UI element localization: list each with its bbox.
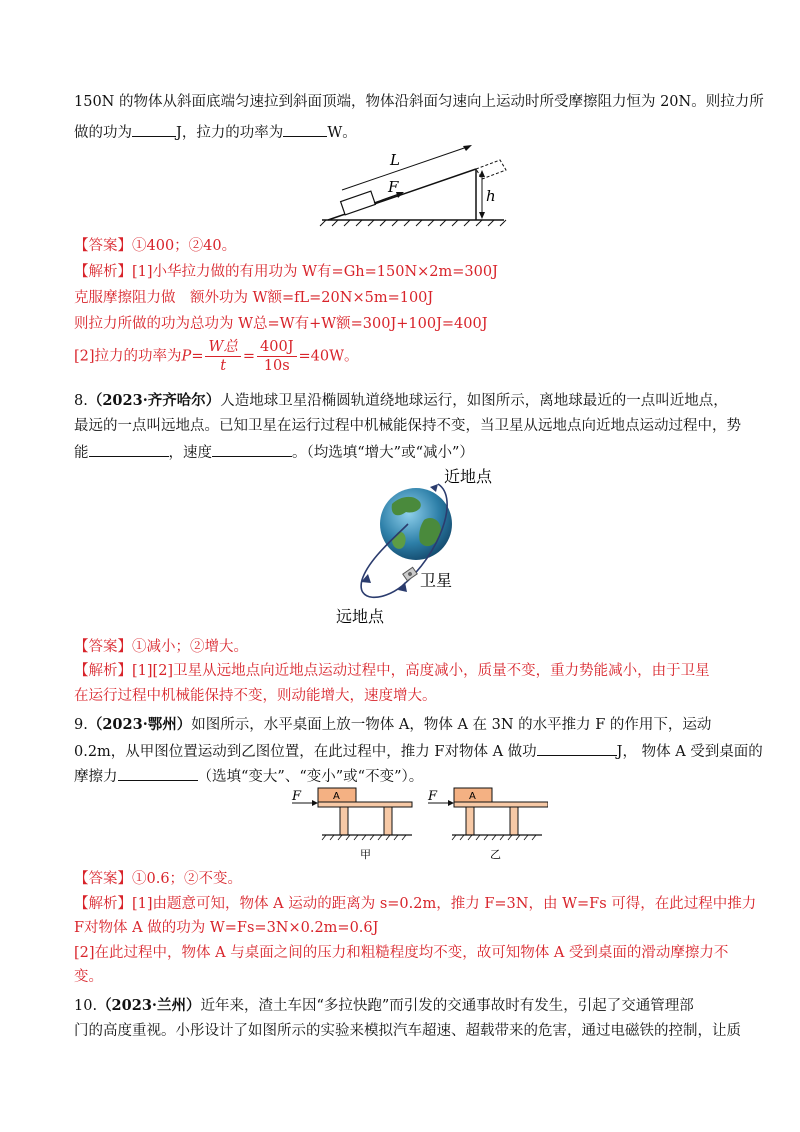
label-jia: 甲 xyxy=(360,848,371,861)
orbit-arrow-near xyxy=(430,484,438,492)
q7-blank-1 xyxy=(132,122,176,137)
tabletop-yi xyxy=(454,802,548,807)
fraction-w-over-t: $\frac{\text{W总}}{t}$ xyxy=(205,338,240,375)
force-label-jia: F xyxy=(292,789,302,804)
q9-line2: 0.2m，从甲图位置运动到乙图位置，在此过程中，推力 F对物体 A 做功 J， 物体 A 受到桌面的 xyxy=(74,741,763,762)
q8-analysis-2: 在运行过程中机械能保持不变，则动能增大，速度增大。 xyxy=(74,688,437,704)
length-dim-line xyxy=(342,146,470,190)
q9-blank-2 xyxy=(118,766,198,781)
far-point-label: 远地点 xyxy=(336,607,385,626)
ground-hatch xyxy=(320,220,506,226)
q10-line2: 门的高度重视。小彤设计了如图所示的实验来模拟汽车超速、超载带来的危害，通过电磁铁的控制，让质 xyxy=(74,1023,741,1039)
q8-line3: 能 ，速度 。（均选填“增大”或“减小”） xyxy=(74,442,474,463)
tabletop-jia xyxy=(318,802,412,807)
length-label: L xyxy=(390,151,400,169)
q8-analysis-1: 【解析】[1][2]卫星从远地点向近地点运动过程中，高度减小，质量不变，重力势能减小，由于卫星 xyxy=(74,663,710,679)
satellite-icon xyxy=(403,567,417,580)
q7-blank-2 xyxy=(283,122,327,137)
force-label: F xyxy=(388,178,399,196)
orbit-figure xyxy=(328,462,528,627)
q8-blank-1 xyxy=(89,442,169,457)
q8-line1: 8.（2023·齐齐哈尔）人造地球卫星沿椭圆轨道绕地球运行，如图所示，离地球最近的一点叫近地点， xyxy=(74,392,728,409)
incline-figure xyxy=(318,143,510,227)
q8-line2: 最远的一点叫远地点。已知卫星在运行过程中机械能保持不变，当卫星从远地点向近地点运动过程中，势 xyxy=(74,418,741,434)
q7-analysis-4: [2]拉力的功率为P= $\frac{\text{W总}}{t}$ = $\frac{400J}{10s}$ =40W。 xyxy=(74,339,359,374)
q8-blank-2 xyxy=(212,442,292,457)
q7-line2: 做的功为 J，拉力的功率为 W。 xyxy=(74,122,357,143)
length-arrowhead xyxy=(463,145,472,151)
q8-answer: 【答案】①减小；②增大。 xyxy=(74,639,248,655)
q9-analysis-4: 变。 xyxy=(74,969,103,985)
label-yi: 乙 xyxy=(490,848,501,861)
q9-answer: 【答案】①0.6；②不变。 xyxy=(74,871,243,887)
q7-analysis-1: 【解析】[1]小华拉力做的有用功为 W有=Gh=150N×2m=300J xyxy=(74,264,498,280)
force-label-yi: F xyxy=(428,789,438,804)
height-label: h xyxy=(486,187,496,205)
force-arrow-yi xyxy=(448,800,454,806)
block xyxy=(341,191,376,215)
table-figure xyxy=(288,780,548,862)
satellite-label: 卫星 xyxy=(420,571,453,590)
q7-answer: 【答案】①400；②40。 xyxy=(74,238,237,254)
q10-line1: 10.（2023·兰州）近年来，渣土车因“多拉快跑”而引发的交通事故时有发生，引起了交通管理部 xyxy=(74,997,694,1014)
fraction-400-over-10: $\frac{400J}{10s}$ xyxy=(257,338,297,375)
q9-analysis-3: [2]在此过程中，物体 A 与桌面之间的压力和粗糙程度均不变，故可知物体 A 受到桌面的滑动摩擦力不 xyxy=(74,945,729,961)
block-a-label-yi: A xyxy=(469,791,476,802)
q9-line3: 摩擦力 （选填“变大”、“变小”或“不变”）。 xyxy=(74,766,423,787)
q9-analysis-1: 【解析】[1]由题意可知，物体 A 运动的距离为 s=0.2m，推力 F=3N，由 W=Fs 可得，在此过程中推力 xyxy=(74,896,757,912)
q7-analysis-2: 克服摩擦阻力做 额外功为 W额=fL=20N×5m=100J xyxy=(74,290,434,306)
q9-blank-1 xyxy=(537,741,617,756)
q9-analysis-2: F对物体 A 做的功为 W=Fs=3N×0.2m=0.6J xyxy=(74,920,379,936)
figure-jia xyxy=(291,788,412,861)
force-arrow-jia xyxy=(312,800,318,806)
q7-line1: 150N 的物体从斜面底端匀速拉到斜面顶端，物体沿斜面匀速向上运动时所受摩擦阻力恒为 20N。则拉力所 xyxy=(74,94,764,110)
q9-line1: 9.（2023·鄂州）如图所示，水平桌面上放一物体 A，物体 A 在 3N 的水平推力 F 的作用下，运动 xyxy=(74,716,712,733)
figure-yi xyxy=(427,788,548,861)
q7-analysis-3: 则拉力所做的功为总功为 W总=W有+W额=300J+100J=400J xyxy=(74,316,488,332)
block-a-label-jia: A xyxy=(333,791,340,802)
near-point-label: 近地点 xyxy=(444,467,493,486)
